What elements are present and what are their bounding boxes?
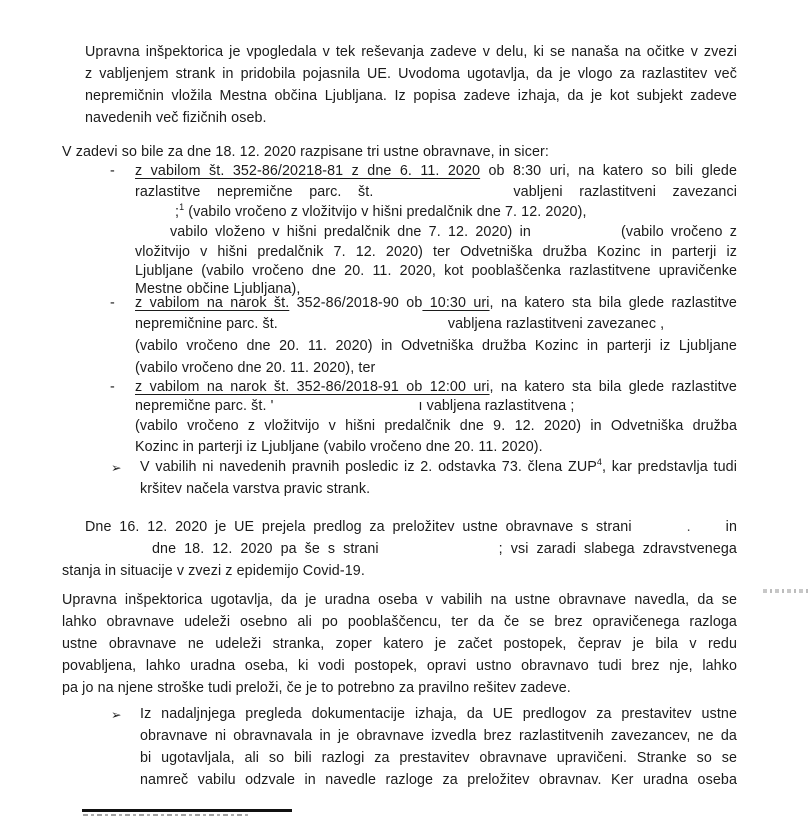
bullet1-line-7: Mestne občine Ljubljana), [135,281,301,297]
finding2-line-1: Iz nadaljnjega pregleda dokumentacije izhaja, da UE predlogov za prestavitev ustne [140,706,737,722]
arrow-bullet-marker: ➢ [111,708,122,722]
redaction-gap [691,530,726,531]
para-findings-line-1: Upravna inšpektorica ugotavlja, da je uradna oseba v vabilih na ustne obravnave navedla, da se [62,592,737,608]
postponement-date-2: dne 18. 12. 2020 pa še s strani [152,541,379,557]
para-findings-line-2: lahko obravnave udeleži osebno ali po pooblaščencu, ter da če se brez opravičenega razloga [62,614,737,630]
bullet1-line-3 [175,204,587,220]
finding1-rest: , kar predstavlja tudi [602,459,737,475]
redaction-gap [373,195,513,196]
bullet1-line-4-right: (vabilo vročeno z [620,224,737,240]
bullet1-line-2-right: vabljeni razlastitveni zavezanci [513,184,737,200]
bullet1-line-4-left: vabilo vloženo v hišni predalčnik dne 7. 12. 2020) in [170,224,531,240]
bullet3-line-1-rest: , na katero sta bila glede razlastitve [489,379,737,395]
finding1-line-1 [140,459,737,475]
footnote-marker-1: 1 [179,202,185,213]
para-hearings-intro-line: V zadevi so bile za dne 18. 12. 2020 razpisane tri ustne obravnave, in sicer: [62,144,549,160]
footnote-rule [82,809,292,812]
bullet2-line-1 [135,295,737,311]
bullet2-line-2 [135,316,664,332]
bullet2-line-2-right: vabljena razlastitveni zavezanec , [447,316,665,332]
postponement-reason: ; vsi zaradi slabega zdravstvenega [498,541,737,557]
bullet1-line-4 [170,224,737,240]
time-underlined: 10:30 uri [422,295,490,311]
scan-artifact [763,589,809,593]
bullet2-line-4: (vabilo vročeno dne 20. 11. 2020), ter [135,360,376,376]
bullet1-line-1-rest: ob 8:30 uri, na katero so bili glede [480,163,738,179]
para-findings-line-3: ustne obravnave ne udeleži stranka, zoper katero je začet postopek, čeprav je bila v redu [62,636,737,652]
finding1-text: V vabilih ni navedenih pravnih posledic iz 2. odstavka 73. člena ZUP [140,459,597,475]
summons-number-underlined: z vabilom št. 352-86/20218-81 z dne 6. 11. 2020 [135,163,481,179]
finding1-line-2: kršitev načela varstva pravic strank. [140,481,371,497]
bullet1-line-3-rest: (vabilo vročeno z vložitvijo v hišni predalčnik dne 7. 12. 2020), [184,204,587,220]
redaction-gap [531,235,621,236]
bullet1-line-1 [135,163,737,179]
arrow-bullet-marker: ➢ [111,461,122,475]
bullet2-case-number: 352-86/2018-90 ob [289,295,423,311]
bullet2-line-2-left: nepremičnine parc. št. [135,316,278,332]
redaction-remnant: . [686,519,691,535]
para-postponement-line-3: stanja in situacije v zvezi z epidemijo Covid-19. [62,563,365,579]
bullet1-line-5: vložitvijo v hišni predalčnik 7. 12. 2020) ter Odvetniška družba Kozinc in parterji iz [135,244,737,260]
bullet1-line-2-left: razlastitve nepremične parc. št. [135,184,374,200]
redaction-gap [379,552,499,553]
dash-bullet-marker: - [110,379,115,395]
summons-phrase-underlined: z vabilom na narok št. [135,295,290,311]
redaction-gap [273,409,418,410]
finding2-line-4: namreč vabilu odzvale in navedle razloge za preložitev obravnav. Ker uradna oseba [140,772,737,788]
dash-bullet-marker: - [110,163,115,179]
footnote-marker-4: 4 [596,457,603,468]
bullet3-line-4: Kozinc in parterji iz Ljubljane (vabilo vročeno dne 20. 11. 2020). [135,439,543,455]
bullet3-line-2-left: nepremične parc. št. ' [135,398,274,414]
postponement-text: Dne 16. 12. 2020 je UE prejela predlog za preložitev ustne obravnave s strani [85,519,632,535]
para-intro-line-1: Upravna inšpektorica je vpogledala v tek reševanja zadeve v delu, ki se nanaša na očitke v zvezi [85,44,737,60]
para-intro-line-3: nepremičnin vložila Mestna občina Ljubljana. Iz popisa zadeve izhaja, da je kot subjekt zadeve [85,88,737,104]
bullet2-line-1-rest: , na katero sta bila glede razlastitve [489,295,737,311]
finding2-line-2: obravnave ni obravnavala in je obravnave izvedla brez razlastitvenih zavezancev, ne da [140,728,737,744]
bullet3-line-2 [135,398,574,414]
summons-number-underlined: z vabilom na narok št. 352-86/2018-91 ob 12:00 uri [135,379,490,395]
redaction-gap [278,327,448,328]
finding2-line-3: bi ugotavljala, ali so bili razlogi za prestavitev obravnave upravičeni. Stranke so se [140,750,737,766]
bullet2-line-3: (vabilo vročeno dne 20. 11. 2020) in Odvetniška družba Kozinc in parterji iz Ljubljane [135,338,737,354]
para-intro-line-2: z vabljenjem strank in pridobila pojasnila UE. Uvodoma ugotavlja, da je vlogo za razlastitev več [85,66,737,82]
postponement-conjunction: in [725,519,737,535]
dash-bullet-marker: - [110,295,115,311]
para-postponement-line-1 [85,519,737,535]
bullet3-line-3: (vabilo vročeno z vložitvijo v hišni predalčnik dne 9. 12. 2020) in Odvetniška družba [135,418,737,434]
bullet1-line-2 [135,184,737,200]
redaction-gap [632,530,687,531]
footnote-text-fragment [83,814,251,816]
bullet3-line-2-right: ı vabljena razlastitvena ; [418,398,575,414]
para-findings-line-4: povabljena, lahko uradna oseba, ki vodi postopek, opravi ustno obravnavo tudi brez nje, lahko [62,658,737,674]
para-findings-line-5: pa jo na njene stroške tudi preloži, če je to potrebno za pravilno rešitev zadeve. [62,680,571,696]
redaction-remnant: ; [175,204,180,220]
bullet3-line-1 [135,379,737,395]
para-intro-line-4: navedenih več fizičnih oseb. [85,110,267,126]
bullet1-line-6: Ljubljane (vabilo vročeno dne 20. 11. 2020, kot pooblaščenka razlastitvene upravičenke [135,263,737,279]
para-postponement-line-2 [152,541,737,557]
